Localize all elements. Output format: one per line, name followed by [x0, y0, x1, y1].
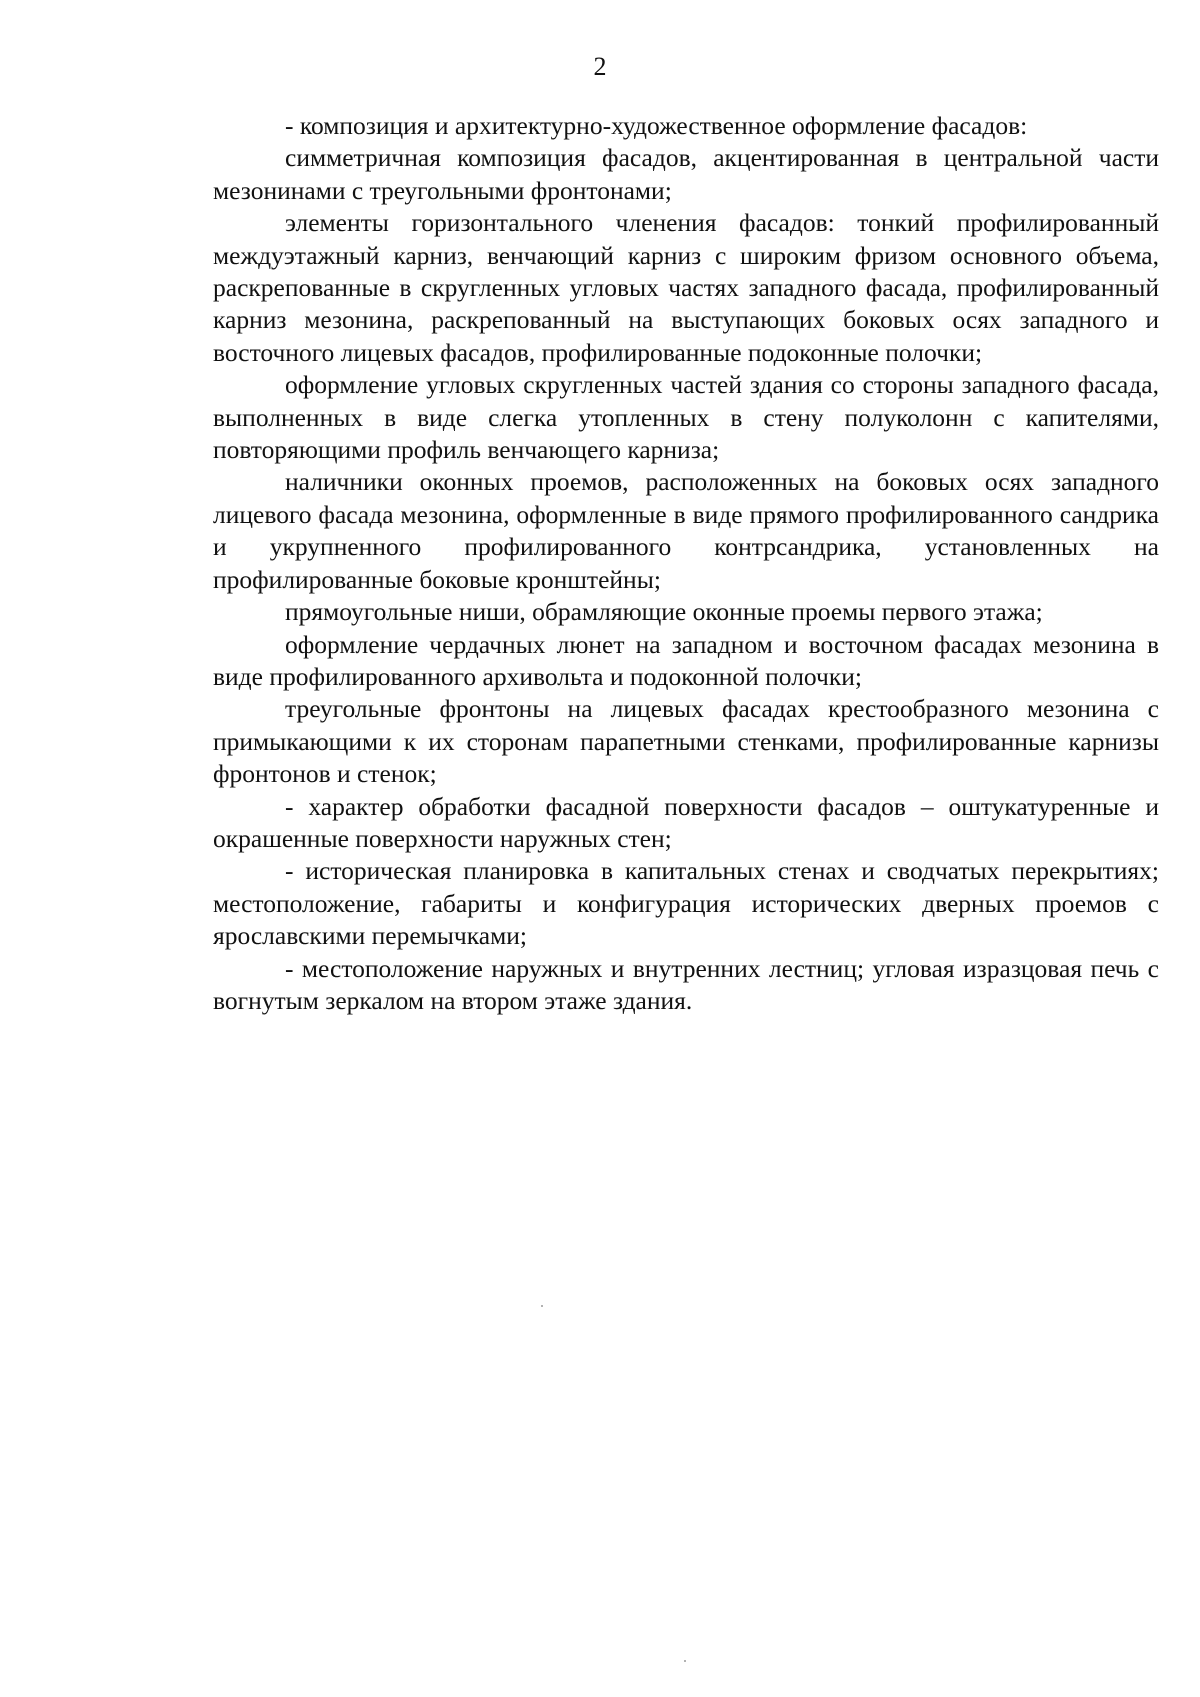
paragraph: элементы горизонтального членения фасадов: тонкий профилированный междуэтажный карниз, венчающий карниз с широким фризом основного объема, раскрепованные в скругленных угловых частях западного фасада, профилированный карниз мезонина, раскрепованный на выступающих боковых осях западного и восточного лицевых фасадов, профилированные подоконные полочки; [213, 208, 1159, 367]
paragraph: оформление угловых скругленных частей здания со стороны западного фасада, выполненных в виде слегка утопленных в стену полуколонн с капителями, повторяющими профиль венчающего карниза; [213, 370, 1159, 465]
paragraph: - композиция и архитектурно-художественное оформление фасадов: [285, 111, 1028, 140]
paragraph: наличники оконных проемов, расположенных на боковых осях западного лицевого фасада мезонина, оформленные в виде прямого профилированного сандрика и укрупненного профилированного контрсандрика, установленных на профилированные боковые кронштейны; [213, 467, 1159, 594]
paragraph: - местоположение наружных и внутренних лестниц; угловая изразцовая печь с вогнутым зеркалом на втором этаже здания. [213, 953, 1159, 1015]
paragraph: прямоугольные ниши, обрамляющие оконные проемы первого этажа; [285, 597, 1043, 627]
paragraph: симметричная композиция фасадов, акцентированная в центральной части мезонинами с треугольными фронтонами; [213, 143, 1159, 205]
paragraph: треугольные фронтоны на лицевых фасадах крестообразного мезонина с примыкающими к их сторонам парапетными стенками, профилированные карнизы фронтонов и стенок; [213, 694, 1159, 789]
paragraph: - историческая планировка в капитальных стенах и сводчатых перекрытиях; местоположение, габариты и конфигурация исторических дверных проемов с ярославскими перемычками; [213, 856, 1159, 951]
paragraph: оформление чердачных люнет на западном и восточном фасадах мезонина в виде профилированного архивольта и подоконной полочки; [213, 629, 1159, 691]
page-number: 2 [593, 52, 607, 81]
paragraph: - характер обработки фасадной поверхности фасадов – оштукатуренные и окрашенные поверхности наружных стен; [213, 791, 1159, 853]
scan-speck [684, 1660, 686, 1662]
document-body [213, 110, 1159, 1017]
scan-speck [541, 1305, 543, 1307]
